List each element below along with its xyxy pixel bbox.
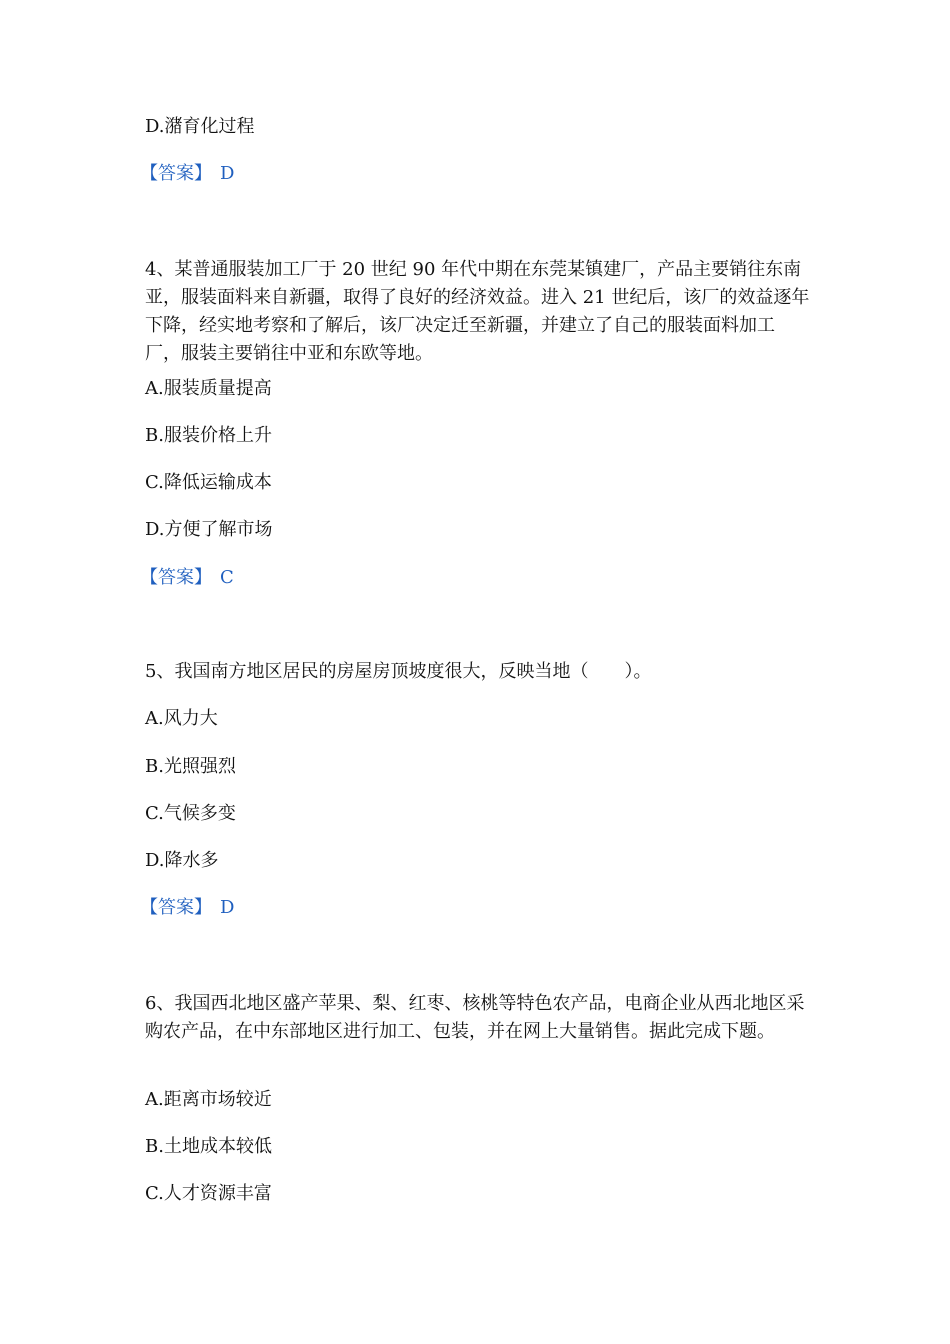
- option-q6-b: B.土地成本较低: [145, 1136, 272, 1157]
- question-5: 5、我国南方地区居民的房屋房顶坡度很大，反映当地（ ）。: [145, 661, 652, 682]
- option-q5-b: B.光照强烈: [145, 756, 236, 777]
- option-q6-a: A.距离市场较近: [145, 1089, 272, 1110]
- option-q6-c: C.人才资源丰富: [145, 1183, 272, 1204]
- answer-label: 【答案】: [140, 897, 212, 918]
- answer-label: 【答案】: [140, 567, 212, 588]
- option-q5-d: D.降水多: [145, 850, 219, 871]
- option-q5-a: A.风力大: [145, 708, 218, 729]
- option-q4-b: B.服装价格上升: [145, 425, 272, 446]
- question-4: 4、某普通服装加工厂于 20 世纪 90 年代中期在东莞某镇建厂，产品主要销往东南亚，服装面料来自新疆，取得了良好的经济效益。进入 21 世纪后，该厂的效益逐年下降，经实地考察和了解后，该厂决定迁至新疆，并建立了自己的服装面料加工厂，服装主要销往中亚和东欧等地。: [145, 259, 810, 364]
- answer-q3: [140, 162, 234, 186]
- question-6: 6、我国西北地区盛产苹果、梨、红枣、核桃等特色农产品，电商企业从西北地区采购农产品，在中东部地区进行加工、包装，并在网上大量销售。据此完成下题。: [145, 993, 805, 1042]
- answer-q4: [140, 566, 234, 590]
- option-q3-d: D.潴育化过程: [145, 116, 255, 137]
- option-q4-a: A.服装质量提高: [145, 378, 272, 399]
- option-q4-d: D.方便了解市场: [145, 519, 273, 540]
- answer-value: D: [220, 163, 235, 184]
- answer-value: D: [220, 897, 235, 918]
- answer-q5: [140, 896, 234, 920]
- option-q4-c: C.降低运输成本: [145, 472, 272, 493]
- answer-label: 【答案】: [140, 163, 212, 184]
- option-q5-c: C.气候多变: [145, 803, 236, 824]
- answer-value: C: [220, 567, 234, 588]
